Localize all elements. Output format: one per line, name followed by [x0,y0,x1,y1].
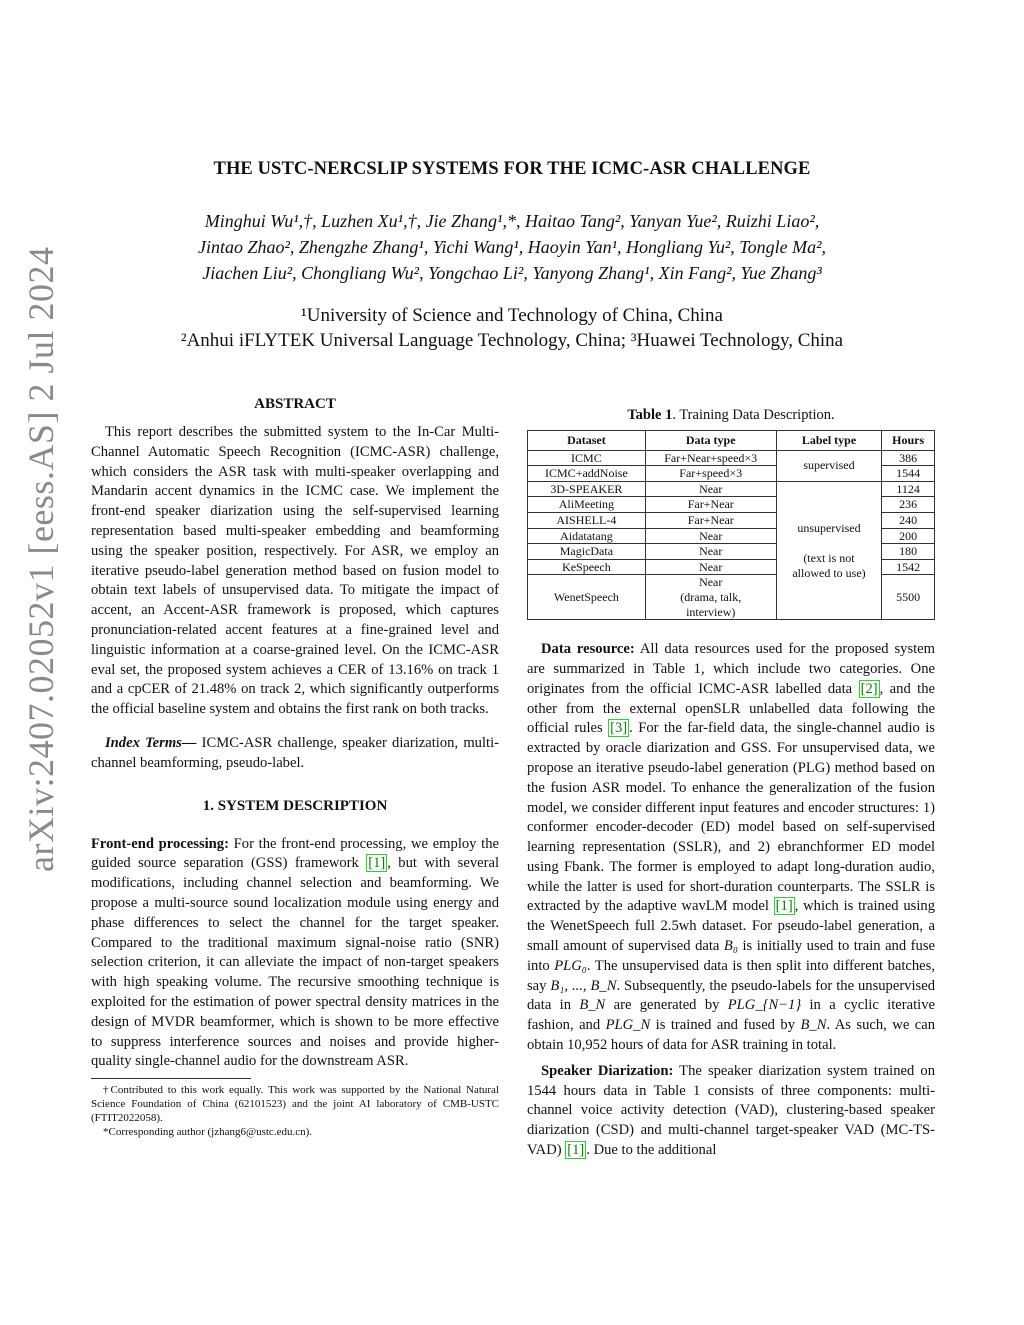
table-cell-hours: 5500 [882,575,935,620]
table-cell-dataset: AISHELL-4 [528,512,646,528]
math-symbol: PLG_N [605,1017,651,1034]
table-cell-type: Near [645,481,776,497]
table-caption-number: Table 1 [627,407,673,423]
body-text: , and the other from the external openSLR unlabelled data following the official rules [527,680,935,737]
footnote-divider [91,1078,251,1079]
section-heading: 1. SYSTEM DESCRIPTION [202,797,388,814]
table-cell-type: Far+Near [645,512,776,528]
left-column [91,396,499,1139]
table-cell-dataset: MagicData [528,544,646,560]
data-resource-label: Data resource: [541,641,635,658]
body-text: . Due to the additional [586,1142,717,1159]
author-line: Minghui Wu¹,†, Luzhen Xu¹,†, Jie Zhang¹,*, Haitao Tang², Yanyan Yue², Ruizhi Liao², [204,211,820,231]
citation-link[interactable]: [3] [610,720,628,737]
body-text: is trained and fused by [650,1017,801,1034]
footnote-corresponding: *Corresponding author (jzhang6@ustc.edu.cn). [103,1126,312,1139]
label-unsupervised: unsupervised [797,520,861,535]
math-symbol: B_N [800,1017,827,1034]
type-line: (drama, talk, [680,589,742,604]
table-cell-dataset: AliMeeting [528,497,646,513]
table-header: Dataset [528,431,646,451]
paper-title: THE USTC-NERCSLIP SYSTEMS FOR THE ICMC-ASR CHALLENGE [213,159,811,179]
index-terms-text: ICMC-ASR challenge, speaker diarization, multi-channel beamforming, pseudo-label. [91,734,499,771]
table-cell-label [776,481,882,619]
training-data-table [527,430,935,620]
arxiv-side-stamp: arXiv:2407.02052v1 [eess.AS] 2 Jul 2024 [21,246,61,872]
table-cell-dataset: ICMC [528,450,646,466]
body-text: in a cyclic iterative fashion, and [527,997,935,1034]
author-line: Jintao Zhao², Zhengzhe Zhang¹, Yichi Wang¹, Haoyin Yan¹, Hongliang Yu², Tongle Ma², [198,237,826,257]
table-header: Hours [882,431,935,451]
table-cell-hours: 236 [882,497,935,513]
table-cell-hours: 1124 [882,481,935,497]
math-symbol: B_N [579,997,606,1014]
body-text: The speaker diarization system trained on 1544 hours data in Table 1 consists of three components: multi-channel voice activity detection (VAD), clustering-based speaker diarization (CSD) and multi-channel target-speaker VAD (MC-TS-VAD) [527,1062,935,1159]
citation-link[interactable]: [2] [860,680,878,697]
index-terms-label: Index Terms— [105,734,197,751]
table-header: Label type [776,431,882,451]
table-header-row [528,431,935,451]
table-cell-label: supervised [776,450,882,481]
table-cell-type: Near [645,528,776,544]
frontend-text: For the front-end processing, we employ the guided source separation (GSS) framework [91,835,500,872]
table-cell-dataset: WenetSpeech [528,575,646,620]
table-header: Data type [645,431,776,451]
table-caption-text: . Training Data Description. [672,407,835,423]
table-cell-hours: 386 [882,450,935,466]
table-cell-dataset: 3D-SPEAKER [528,481,646,497]
table-cell-dataset: ICMC+addNoise [528,466,646,482]
affiliations [112,303,912,353]
body-text: . Subsequently, the pseudo-labels for the unsupervised data in [527,977,935,1014]
table-cell-hours: 1542 [882,559,935,575]
abstract-heading: ABSTRACT [254,396,336,412]
table-cell-type: Far+speed×3 [645,466,776,482]
table-cell-hours: 200 [882,528,935,544]
citation-link[interactable]: [1] [775,898,793,915]
speaker-diarization-paragraph [527,1062,935,1161]
data-resource-paragraph [527,640,935,1056]
table-caption [527,407,935,424]
table-cell-hours: 240 [882,512,935,528]
body-text: , which is trained using the WenetSpeech full 2.5wh dataset. For pseudo-label generation, a small amount of supervised data [527,898,935,955]
abstract-text: This report describes the submitted system to the In-Car Multi-Channel Automatic Speech Recognition (ICMC-ASR) challenge, which considers the ASR task with multi-speaker overlapping and Mandarin accent dynamics in the ICMC case. We implement the front-end speaker diarization using the self-supervised learning representation based multi-speaker embedding and beamforming using the speaker position, respectively. For ASR, we employ an iterative pseudo-label generation method based on fusion model to obtain text labels of unsupervised data. To mitigate the impact of accent, an Accent-ASR framework is proposed, which captures pronunciation-related accent features at a fine-grained level and linguistic information at a coarse-grained level. On the ICMC-ASR eval set, the proposed system achieves a CER of 13.16% on track 1 and a cpCER of 21.48% on track 2, which significantly outperforms the official baseline system and obtains the first rank on both tracks. [91,424,499,718]
footnote-contribution: †Contributed to this work equally. This work was supported by the National Natural Science Foundation of China (62101523) and the joint AI laboratory of CMB-USTC (FTIT2022058). [91,1084,499,1125]
body-text: are generated by [605,997,728,1014]
index-terms [91,734,499,774]
type-line: interview) [686,604,736,619]
math-symbol: B₀ [723,938,738,955]
body-text: . As such, we can obtain 10,952 hours of data for ASR training in total. [527,1017,936,1054]
body-text: . The unsupervised data is then split into different batches, say [527,957,935,994]
frontend-paragraph [91,835,499,1073]
author-line: Jiachen Liu², Chongliang Wu², Yongchao Li², Yanyong Zhang¹, Xin Fang², Yue Zhang³ [202,263,822,283]
table-cell-type: Near [645,559,776,575]
math-symbol: B₁, ..., B_N [550,977,617,994]
table-cell-type: Near [645,544,776,560]
right-column [527,407,935,1161]
body-text: . For the far-field data, the single-channel audio is extracted by oracle diarization and GSS. For unsupervised data, we propose an iterative pseudo-label generation (PLG) method based on the fusion ASR model. To enhance the generalization of the fusion model, we consider different input features and encoder structures: 1) conformer encoder-decoder (ED) model based on self-supervised learning representation (SSLR), and 2) ebranchformer ED model using Fbank. The former is employed to adapt long-duration audio, while the latter is used for short-duration counterparts. The SSLR is extracted by the adaptive wavLM model [527,720,935,915]
author-list [112,208,912,286]
citation-link[interactable]: [1] [368,855,386,872]
speaker-diarization-label: Speaker Diarization: [541,1062,674,1079]
frontend-label: Front-end processing: [91,835,229,852]
affiliation-line: ²Anhui iFLYTEK Universal Language Technology, China; ³Huawei Technology, China [180,330,844,351]
label-note: allowed to use) [792,565,866,580]
table-cell-dataset: KeSpeech [528,559,646,575]
math-symbol: PLG_{N−1} [727,997,802,1014]
type-line: Near [699,575,723,590]
table-cell-type: Far+Near [645,497,776,513]
table-cell-type: Far+Near+speed×3 [645,450,776,466]
citation-link[interactable]: [1] [567,1142,585,1159]
frontend-text: , but with several modifications, including channel selection and beamforming. We propose a multi-source sound localization module using energy and phase differences to select the channel for the target speaker. Compared to the traditional maximum signal-noise ratio (SNR) selection criterion, it can alleviate the impact of non-target speakers with high speaking volume. The recursive smoothing technique is exploited for the estimation of power spectral density matrices in the design of MVDR beamformer, which is shown to be more effective to suppress interference sources and noises and provide higher-quality single-channel audio for the downstream ASR. [91,855,499,1070]
table-row [528,450,935,466]
math-symbol: PLG₀ [554,957,587,974]
table-row [528,481,935,497]
table-cell-type [645,575,776,620]
table-cell-hours: 1544 [882,466,935,482]
label-note: (text is not [803,551,855,566]
table-cell-dataset: Aidatatang [528,528,646,544]
table-cell-hours: 180 [882,544,935,560]
body-text: is initially used to train and fuse into [527,938,935,974]
affiliation-line: ¹University of Science and Technology of China, China [301,305,723,326]
body-text: All data resources used for the proposed system are summarized in Table 1, which include two categories. One originates from the official ICMC-ASR labelled data [527,641,936,697]
